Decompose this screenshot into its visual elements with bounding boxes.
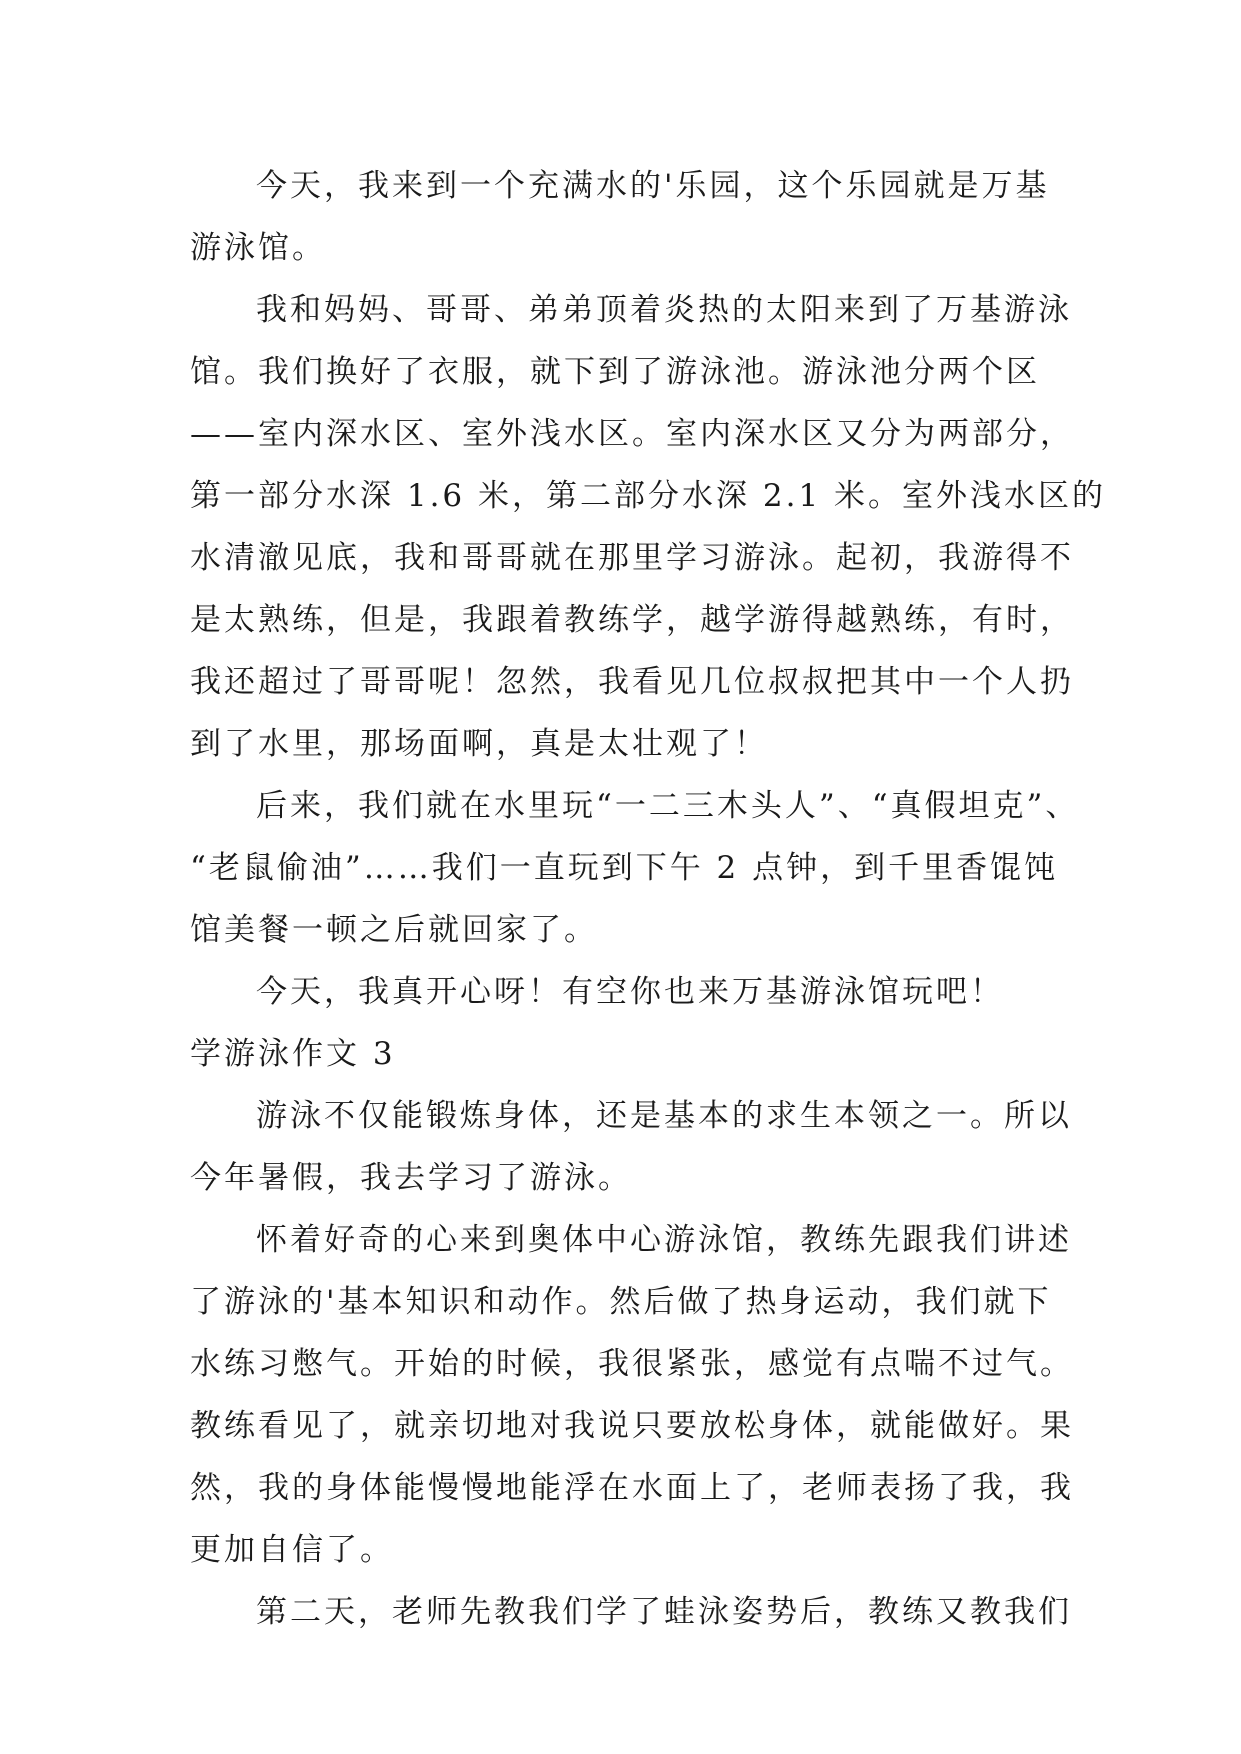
text-line: 我还超过了哥哥呢！忽然，我看见几位叔叔把其中一个人扔 — [190, 664, 1074, 700]
text-line: 今天，我真开心呀！有空你也来万基游泳馆玩吧！ — [256, 974, 1004, 1010]
text-line: 游泳不仅能锻炼身体，还是基本的求生本领之一。所以 — [256, 1098, 1072, 1134]
text-line: 水清澈见底，我和哥哥就在那里学习游泳。起初，我游得不 — [190, 540, 1074, 576]
text-line: 第一部分水深 1.6 米，第二部分水深 2.1 米。室外浅水区的 — [190, 478, 1107, 514]
text-line: 更加自信了。 — [190, 1532, 394, 1568]
text-line: 馆美餐一顿之后就回家了。 — [190, 912, 598, 948]
text-line: 后来，我们就在水里玩“一二三木头人”、“真假坦克”、 — [256, 788, 1080, 824]
article-body — [190, 155, 1107, 1643]
text-line: ——室内深水区、室外浅水区。室内深水区又分为两部分， — [190, 416, 1074, 452]
text-line: 游泳馆。 — [190, 230, 326, 266]
text-line: 馆。我们换好了衣服，就下到了游泳池。游泳池分两个区 — [190, 354, 1040, 390]
text-line: 水练习憋气。开始的时候，我很紧张，感觉有点喘不过气。 — [190, 1346, 1074, 1382]
text-line: 今年暑假，我去学习了游泳。 — [190, 1160, 632, 1196]
text-line: 学游泳作文 3 — [190, 1036, 396, 1072]
text-line: 了游泳的'基本知识和动作。然后做了热身运动，我们就下 — [190, 1284, 1052, 1320]
text-line: 然，我的身体能慢慢地能浮在水面上了，老师表扬了我，我 — [190, 1470, 1074, 1506]
text-line: 第二天，老师先教我们学了蛙泳姿势后，教练又教我们 — [256, 1594, 1072, 1630]
text-line: 教练看见了，就亲切地对我说只要放松身体，就能做好。果 — [190, 1408, 1074, 1444]
text-line: 到了水里，那场面啊，真是太壮观了！ — [190, 726, 768, 762]
text-line: 今天，我来到一个充满水的'乐园，这个乐园就是万基 — [256, 168, 1050, 204]
text-line: 我和妈妈、哥哥、弟弟顶着炎热的太阳来到了万基游泳 — [256, 292, 1072, 328]
text-line: 怀着好奇的心来到奥体中心游泳馆，教练先跟我们讲述 — [256, 1222, 1072, 1258]
text-line: “老鼠偷油”……我们一直玩到下午 2 点钟，到千里香馄饨 — [190, 850, 1059, 886]
text-line: 是太熟练，但是，我跟着教练学，越学游得越熟练，有时， — [190, 602, 1074, 638]
